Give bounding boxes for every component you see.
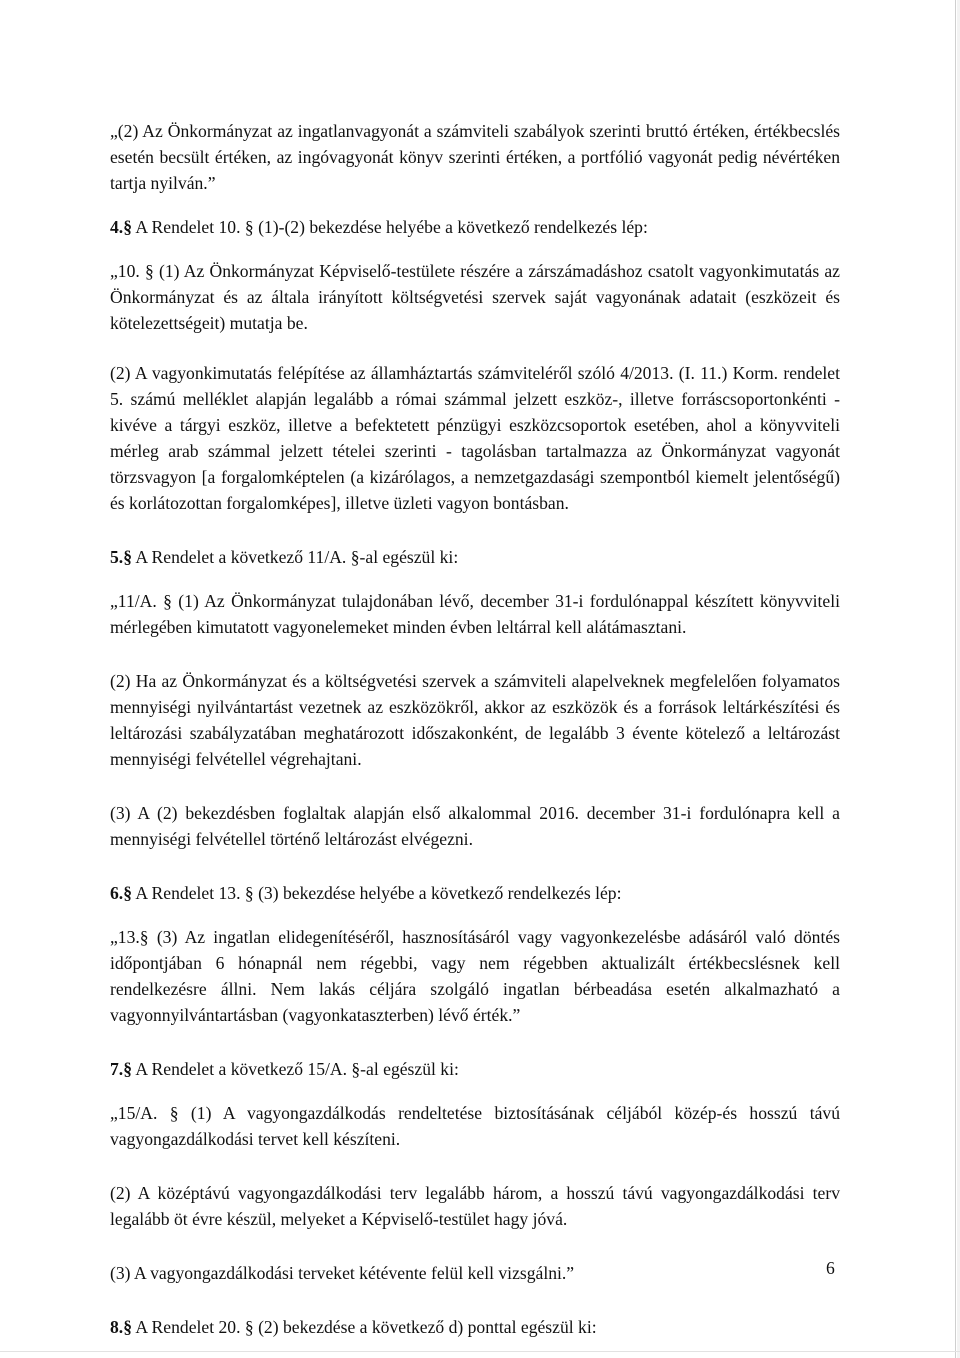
- section-heading-5: [110, 544, 840, 570]
- section-number: 7.§: [110, 1059, 132, 1079]
- section-number: 6.§: [110, 883, 132, 903]
- section-heading-text: A Rendelet 20. § (2) bekezdése a következő d) ponttal egészül ki:: [132, 1317, 597, 1337]
- section-heading-4: [110, 214, 840, 240]
- section-heading-text: A Rendelet a következő 15/A. §-al egészül ki:: [132, 1059, 459, 1079]
- page-number: 6: [826, 1258, 835, 1278]
- section-heading-7: [110, 1056, 840, 1082]
- paragraph-property-records: „(2) Az Önkormányzat az ingatlanvagyonát a számviteli szabályok szerinti bruttó értéken, értékbecslés esetén becsült értéken, az ingóvagyonát könyv szerinti értéken, a portfólió vagyonát pedig névértéken tartja nyilván.”: [110, 121, 840, 193]
- section-heading-6: [110, 880, 840, 906]
- paragraph-section-15a-3: (3) A vagyongazdálkodási terveket kétévente felül kell vizsgálni.”: [110, 1263, 575, 1283]
- paragraph-section-15a-2: (2) A középtávú vagyongazdálkodási terv legalább három, a hosszú távú vagyongazdálkodási terv legalább öt évre készül, melyeket a Képviselő-testület hagy jóvá.: [110, 1183, 840, 1229]
- paragraph-section-11a-3: (3) A (2) bekezdésben foglaltak alapján első alkalommal 2016. december 31-i fordulónapra kell a mennyiségi felvétellel történő leltározást elvégezni.: [110, 803, 840, 849]
- paragraph-section-11a-1: „11/A. § (1) Az Önkormányzat tulajdonában lévő, december 31-i fordulónappal készített könyvviteli mérlegében kimutatott vagyonelemeket minden évben leltárral kell alátámasztani.: [110, 591, 840, 637]
- section-heading-text: A Rendelet 13. § (3) bekezdése helyébe a következő rendelkezés lép:: [132, 883, 622, 903]
- section-number: 8.§: [110, 1317, 132, 1337]
- paragraph-section-11a-2: (2) Ha az Önkormányzat és a költségvetési szervek a számviteli alapelveknek megfelelően folyamatos mennyiségi nyilvántartást vezetnek az eszközökről, akkor az eszközök és a források leltárkészítési és leltározási szabályzatában meghatározott időszakonként, de legalább 3 évente kötelező a leltározást mennyiségi felvétellel végrehajtani.: [110, 671, 840, 769]
- section-heading-text: A Rendelet 10. § (1)-(2) bekezdése helyébe a következő rendelkezés lép:: [132, 217, 648, 237]
- section-number: 4.§: [110, 217, 132, 237]
- section-number: 5.§: [110, 547, 132, 567]
- scan-edge-line: [955, 0, 956, 1358]
- document-body: [110, 118, 840, 1358]
- section-heading-8: [110, 1314, 840, 1340]
- paragraph-section-10-1: „10. § (1) Az Önkormányzat Képviselő-testülete részére a zárszámadáshoz csatolt vagyonkimutatás az Önkormányzat és az általa irányított költségvetési szervek saját vagyonának adatait (eszközeit és kötelezettségeit) mutatja be.: [110, 261, 840, 333]
- section-heading-text: A Rendelet a következő 11/A. §-al egészül ki:: [132, 547, 459, 567]
- paragraph-section-13-3: „13.§ (3) Az ingatlan elidegenítéséről, hasznosításáról vagy vagyonkezelésbe adásáról való döntés időpontjában 6 hónapnál nem régebbi, vagy nem régebben aktualizált értékbecslésnek kell rendelkezésre állni. Nem lakás céljára szolgáló ingatlan bérbeadása esetén alkalmazható a vagyonnyilvántartásban (vagyonkataszterben) lévő érték.”: [110, 927, 840, 1025]
- paragraph-section-10-2: (2) A vagyonkimutatás felépítése az államháztartás számviteléről szóló 4/2013. (I. 11.) Korm. rendelet 5. számú melléklet alapján legalább a római számmal jelzett eszköz-, illetve forráscsoportonkénti - kivéve a tárgyi eszköz, illetve a befektetett pénzügyi eszközcsoportok esetében, ahol a könyvviteli mérleg arab számmal jelzett tételei szerinti - tagolásban tartalmazza az Önkormányzat vagyonát törzsvagyon [a forgalomképtelen (a kizárólagos, a nemzetgazdasági szempontból kiemelt jelentőségű) és korlátozottan forgalomképes], illetve üzleti vagyon bontásban.: [110, 363, 840, 513]
- paragraph-section-15a-1: „15/A. § (1) A vagyongazdálkodás rendeltetése biztosításának céljából közép-és hosszú távú vagyongazdálkodási tervet kell készíteni.: [110, 1103, 840, 1149]
